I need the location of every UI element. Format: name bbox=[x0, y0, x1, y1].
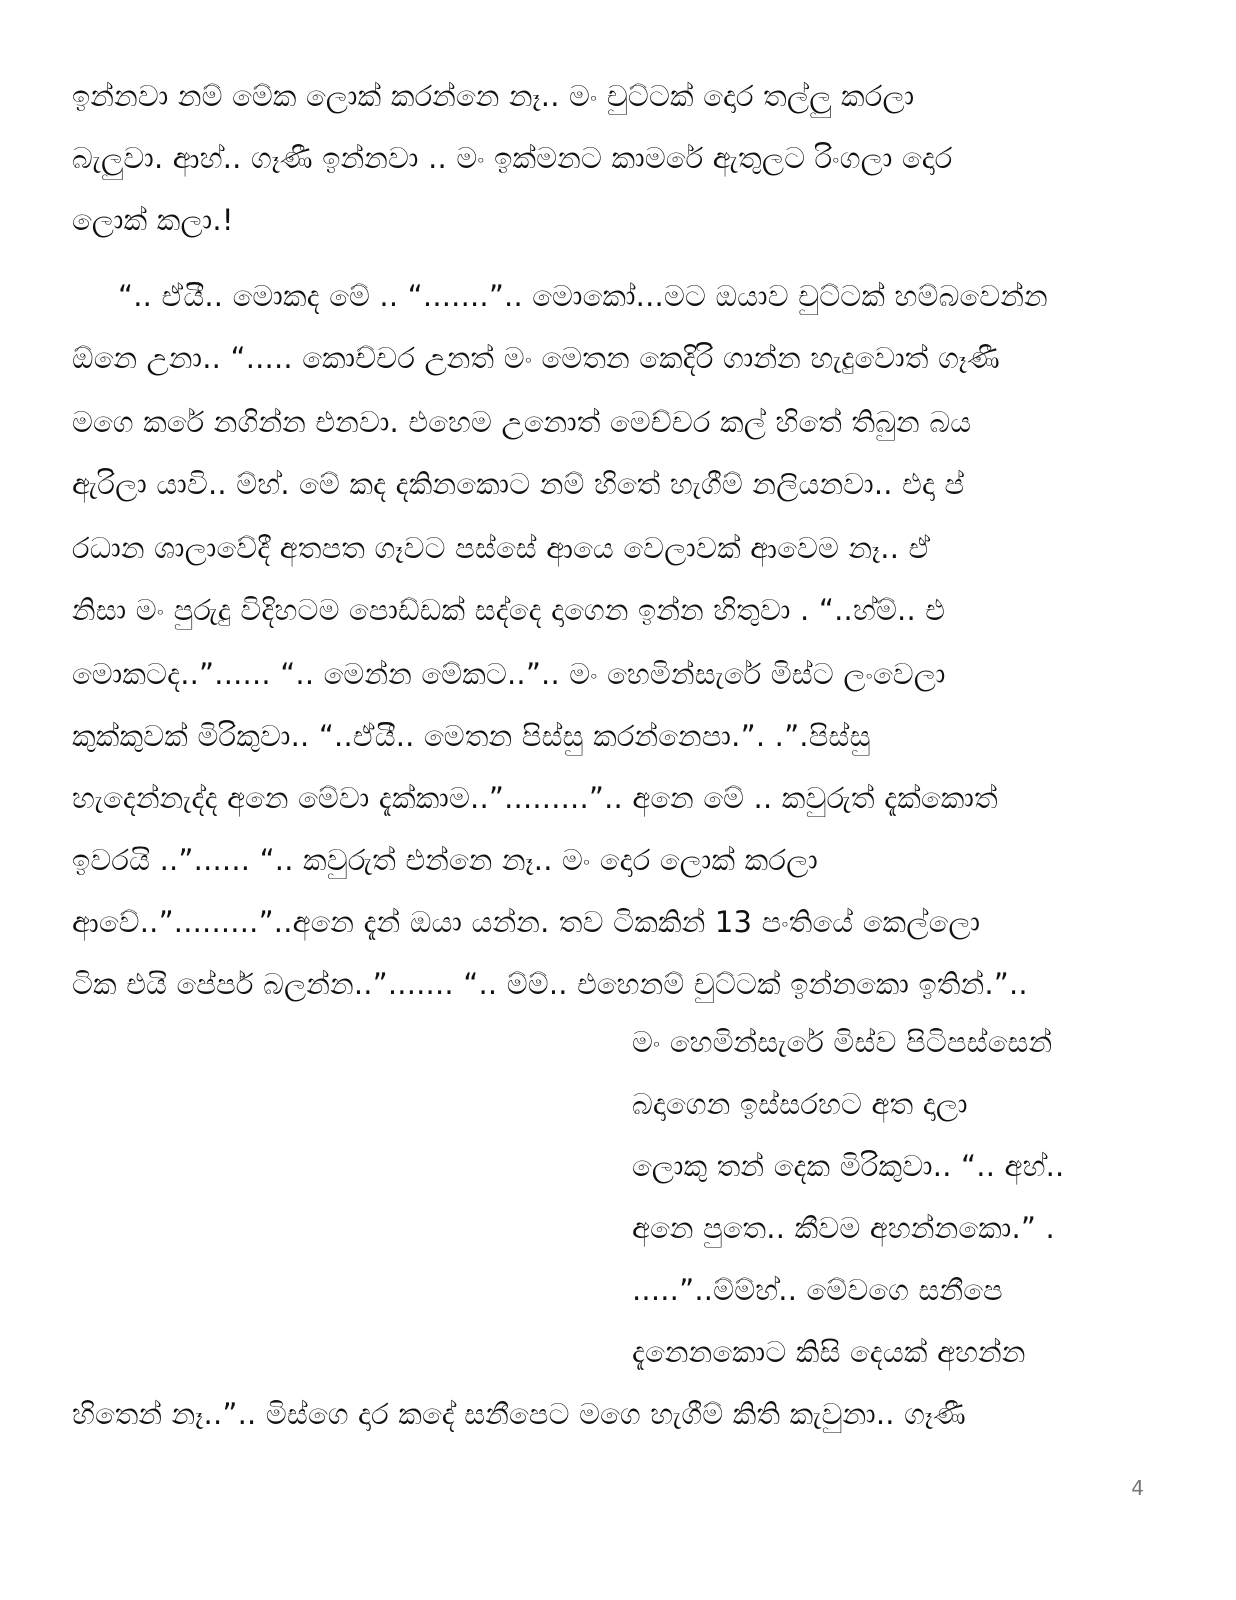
paragraph-2-line-5: රධාන ශාලාවේදී අතපත ගෑවට පස්සේ ආයෙ වෙලාවක් ආවෙම නෑ.. ඒ bbox=[72, 531, 931, 565]
paragraph-3-right-line-5: .....”..ම්ම්හ්.. මේවගෙ සනීපෙ bbox=[632, 1273, 1003, 1307]
paragraph-2-line-11: ආවේ..”.........”..අනෙ දැන් ඔයා යන්න. තව ටිකකින් 13 පංතියේ කෙල්ලො bbox=[72, 905, 981, 939]
paragraph-3-right-line-1: මං හෙමින්සැරේ මිස්ව පිටිපස්සෙන් bbox=[632, 1025, 1053, 1059]
paragraph-3-right-line-6: දැනෙනකොට කිසි දෙයක් අහන්න bbox=[632, 1335, 1026, 1369]
paragraph-2-line-1: “.. ඒයී.. මොකද මේ .. “.......”.. මොකෝ...මට ඔයාව චුට්ටක් හම්බවෙන්න bbox=[118, 279, 1048, 313]
paragraph-2-line-7: මොකටද..”...... “.. මෙන්න මේකට..”.. මං හෙමින්සැරේ මිස්ට ලංවෙලා bbox=[72, 657, 946, 691]
paragraph-1-line-1: ඉන්නවා නම් මේක ලොක් කරන්නෙ නෑ.. මං චුට්ටක් දොර තල්ලු කරලා bbox=[72, 79, 915, 113]
paragraph-1-line-2: බැලුවා. ආහ්.. ගෑණී ඉන්නවා .. මං ඉක්මනට කාමරේ ඇතුලට රිංගලා දොර bbox=[72, 141, 953, 175]
paragraph-2-line-6: නිසා මං පුරුදු විදිහටම පොඩ්ඩක් සද්දෙ දාගෙන ඉන්න හිතුවා . “..හ්ම්.. එ bbox=[72, 593, 946, 627]
paragraph-3-right-line-3: ලොකු තන් දෙක මිරිකුවා.. “.. අහ්.. bbox=[632, 1149, 1065, 1183]
paragraph-3-right-line-4: අනෙ පුතෙ.. කීවම අහන්නකො.” . bbox=[632, 1211, 1055, 1245]
paragraph-2-line-2: ඕනෙ උනා.. “..... කොච්චර උනත් මං මෙතන කෙදිරි ගාන්න හැදුවොත් ගෑණී bbox=[72, 341, 1000, 375]
paragraph-3-final-line: හිතෙන් නෑ..”.. මිස්ගෙ දාර කදේ සනීපෙට මගෙ හැගීම් කිති කැවුනා.. ගෑණී bbox=[72, 1397, 966, 1431]
paragraph-3-right-line-2: බදාගෙන ඉස්සරහට අත දාලා bbox=[632, 1087, 968, 1121]
page-number: 4 bbox=[1131, 1476, 1144, 1500]
paragraph-2-line-8: කුක්කුවක් මිරිකුවා.. “..ඒයී.. මෙතන පිස්සු කරන්නෙපා.”. .”.පිස්සු bbox=[72, 719, 871, 753]
paragraph-2-line-10: ඉවරයි ..”...... “.. කවුරුත් එන්නෙ නෑ.. මං දොර ලොක් කරලා bbox=[72, 843, 818, 877]
paragraph-2-line-4: ඇරිලා යාවි.. ම්හ්. මේ කද දකිනකොට නම් හිතේ හැගීම් නලියනවා.. එදා ප් bbox=[72, 467, 965, 501]
paragraph-2-line-9: හැදෙන්නැද්ද අනෙ මේවා දැක්කාම..”.........”.. අනෙ මේ .. කවුරුත් දැක්කොත් bbox=[72, 781, 998, 815]
paragraph-2-line-12: ටික එයි පේපර් බලන්න..”....... “.. ම්ම්.. එහෙනම් චුට්ටක් ඉන්නකො ඉතින්.”.. bbox=[72, 967, 1028, 1001]
paragraph-2-line-3: මගෙ කරේ නගින්න එනවා. එහෙම උනොත් මෙච්චර කල් හිතේ තිබුන බය bbox=[72, 405, 972, 439]
paragraph-1-line-3: ලොක් කලා.! bbox=[72, 203, 234, 237]
